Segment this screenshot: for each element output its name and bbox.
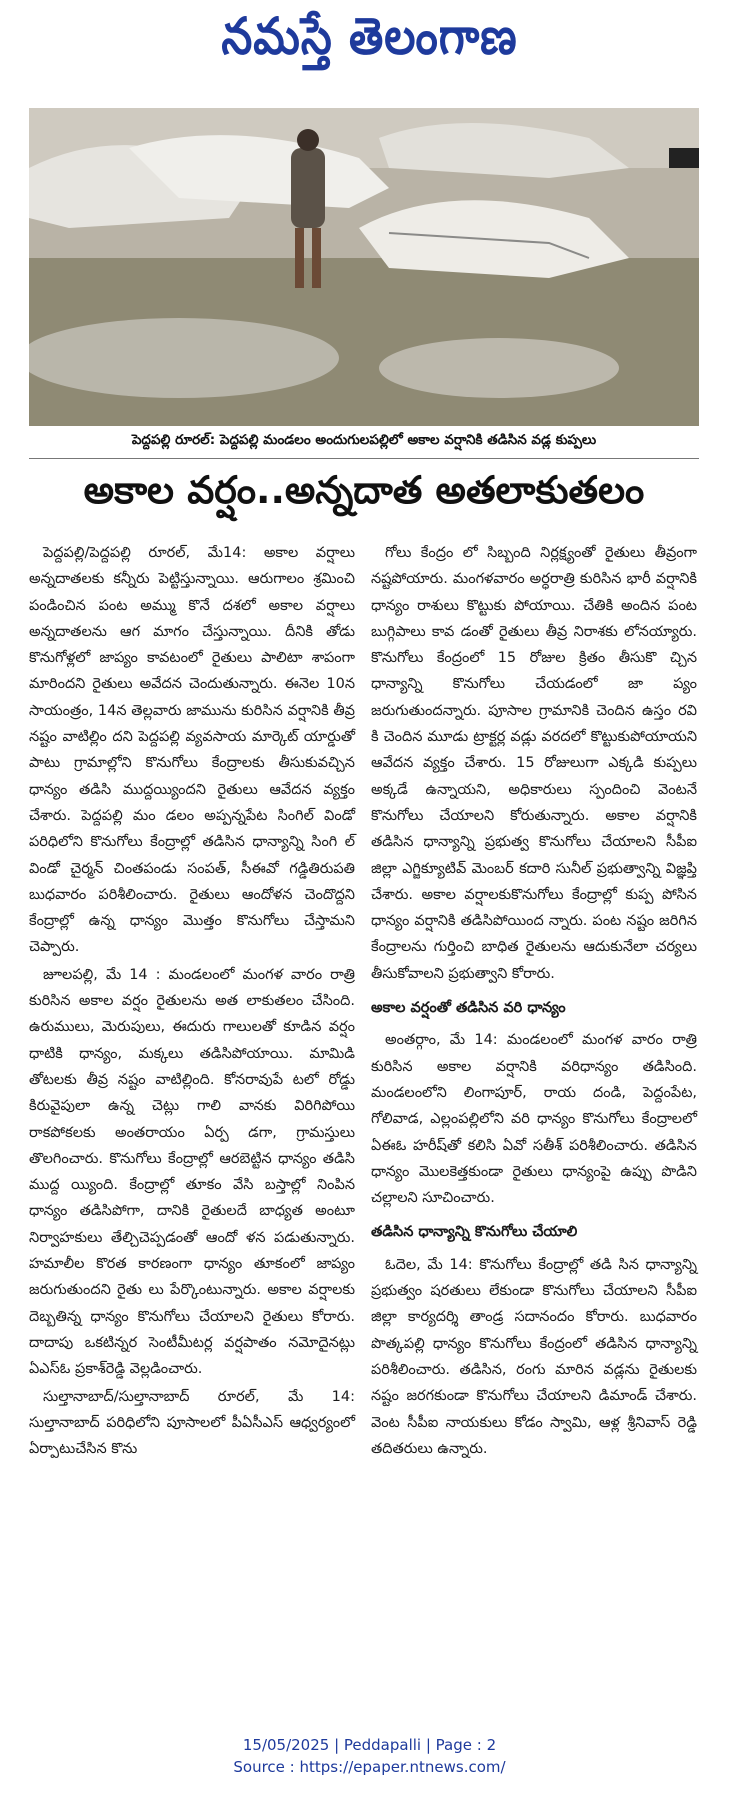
paragraph: అంతర్గాం, మే 14: మండలంలో మంగళ వారం రాత్రి కురిసిన అకాల వర్షానికి వరిధాన్యం తడిసింది. మండలంలోని లింగాపూర్, రాయ దండి, పెద్దంపేట, గోలివాడ, ఎల్లంపల్లిలోని వరి ధాన్యం కొనుగోలు కేంద్రాలలో ఏఈఓ హరీష్‌తో కలిసి ఏవో సతీశ్ పరిశీలించారు. తడిసిన ధాన్యం మొలకెత్తకుండా రైతులు ధాన్యంపై ఉప్పు పొడిని చల్లాలని సూచించారు.: [371, 1032, 697, 1207]
paragraph: ఓదెల, మే 14: కొనుగోలు కేంద్రాల్లో తడి సిన ధాన్యాన్ని ప్రభుత్వం షరతులు లేకుండా కొనుగోలు చేయాలని సీపీఐ జిల్లా కార్యదర్శి తాండ్ర సదానందం కోరారు. బుధవారం పొత్కపల్లి ధాన్యం కొనుగోలు కేంద్రంలో తడిసిన ధాన్యాన్ని పరిశీలించారు. తడిసిన, రంగు మారిన వడ్లను రైతులకు నష్టం జరగకుండా కొనుగోలు చేయాలని డిమాండ్ చేశారు. వెంట సీపీఐ నాయకులు కోడం స్వామి, ఆళ్ల శ్రీనివాస్ రెడ్డి తదితరులు ఉన్నారు.: [371, 1256, 697, 1457]
subheading: తడిసిన ధాన్యాన్ని కొనుగోలు చేయాలి: [371, 1224, 578, 1241]
paragraph: గోలు కేంద్రం లో సిబ్బంది నిర్లక్ష్యంతో రైతులు తీవ్రంగా నష్టపోయారు. మంగళవారం అర్ధరాత్రి కురిసిన భారీ వర్షానికి ధాన్యం రాశులు కొట్టుకు పోయాయి. చేతికి అందిన పంట బుగ్గిపాలు కావ డంతో రైతులు తీవ్ర నిరాశకు లోనయ్యారు. కొనుగోలు కేంద్రంలో 15 రోజుల క్రితం తీసుకొ చ్చిన ధాన్యాన్ని కొనుగోలు చేయడంలో జా ప్యం జరుగుతుందన్నారు. పూసాల గ్రామానికి చెందిన ఉస్తం రవి కి చెందిన మూడు ట్రాక్టర్ల వడ్లు వరదలో కొట్టుకుపోయాయని ఆవేదన వ్యక్తం చేశారు. 15 రోజులుగా ఎక్కడి కుప్పలు అక్కడే ఉన్నాయని, అధికారులు స్పందించి వెంటనే కొనుగోలు చేయాలని కోరుతున్నారు. అకాల వర్షానికి తడిసిన ధాన్యాన్ని ప్రభుత్వ కొనుగోలు చేయాలని సీపీఐ జిల్లా ఎగ్జిక్యూటివ్ మెంబర్ కదారి సునీల్ ప్రభుత్వాన్ని విజ్ఞప్తి చేశారు. అకాల వర్షాలకుకొనుగోలు కేంద్రాల్లో కుప్ప పోసిన ధాన్యం వర్షానికి తడిసిపోయింద న్నారు. పంట నష్టం జరిగిన కేంద్రాలను గుర్తించి బాధిత రైతులను ఆదుకునేలా చర్యలు తీసుకోవాలని ప్రభుత్వాని కోరారు.: [371, 545, 697, 982]
masthead: [0, 7, 739, 74]
paragraph: సుల్తానాబాద్/సుల్తానాబాద్ రూరల్, మే 14: సుల్తానాబాద్ పరిధిలోని పూసాలలో పీఏసీఎస్ ఆధ్వర్యంలో ఏర్పాటుచేసిన కొను: [29, 1388, 355, 1458]
footer-date-edition: 15/05/2025 | Peddapalli | Page : 2: [242, 1736, 497, 1754]
paragraph: పెద్దపల్లి/పెద్దపల్లి రూరల్, మే14: అకాల వర్షాలు అన్నదాతలకు కన్నీరు పెట్టిస్తున్నాయి. ఆరుగాలం శ్రమించి పండించిన పంట అమ్ము కొనే దశలో అకాల వర్షాలు అన్నదాతలను ఆగ మాగం చేస్తున్నాయి. దీనికి తోడు కొనుగోళ్లలో జాప్యం కావటంలో రైతులు పాలిటా శాపంగా మారిందని రైతులు అవేదన చెందుతున్నారు. ఈనెల 10న సాయంత్రం, 14న తెల్లవారు జామును కురిసిన వర్షానికి తీవ్ర నష్టం వాటిల్లిం దని పెద్దపల్లి వ్యవసాయ మార్కెట్ యార్డుతో పాటు గ్రామాల్లోని కొనుగోలు కేంద్రాలకు తీసుకువచ్చిన ధాన్యం తడిసి ముద్దయ్యిందని రైతులు ఆవేదన వ్యక్తం చేశారు. పెద్దపల్లి మం డలం అప్పన్నపేట సింగిల్ విండో పరిధిలోని కొనుగోలు కేంద్రాల్లో తడిసిన ధాన్యాన్ని సింగి ల్ విండో చైర్మన్ చింతపండు సంపత్, సీఈవో గడ్డితిరుపతి బుధవారం పరిశీలించారు. రైతులు ఆందోళన చెందొద్దని కేంద్రాల్లో ఉన్న ధాన్యం మొత్తం కొనుగోలు చేస్తామని చెప్పారు.: [29, 545, 355, 956]
paragraph: జూలపల్లి, మే 14 : మండలంలో మంగళ వారం రాత్రి కురిసిన అకాల వర్షం రైతులను అత లాకుతలం చేసింది. ఉరుములు, మెరుపులు, ఈదురు గాలులతో కూడిన వర్షం ధాటికి ధాన్యం, మక్కలు తడిసిపోయాయి. మామిడి తోటలకు తీవ్ర నష్టం వాటిల్లింది. కోనరావుపే టలో రోడ్డు కిరువైపులా ఉన్న చెట్లు గాలి వానకు విరిగిపోయి రాకపోకలకు అంతరాయం ఏర్ప డగా, గ్రామస్తులు తొలగించారు. కొనుగోలు కేంద్రాల్లో ఆరబెట్టిన ధాన్యం తడిసి ముద్ద య్యింది. కేంద్రాల్లో తూకం వేసి బస్తాల్లో నింపిన ధాన్యం తడిసిపోగా, దానికి రైతులదే బాధ్యత అంటూ నిర్వాహకులు తేల్చిచెప్పడంతో ఆందో ళన పడుతున్నారు. హమాలీల కొరత కారణంగా ధాన్యం తూకంలో జాప్యం జరుగుతుందని రైతు లు పేర్కొంటున్నారు. అకాల వర్షాలకు దెబ్బతిన్న ధాన్యం కొనుగోలు చేయాలని రైతులు కోరారు. దాదాపు ఒకటిన్నర సెంటీమీటర్ల వర్షపాతం నమోదైనట్లు ఏఎస్ఓ ప్రకాశ్‌రెడ్డి వెల్లడించారు.: [29, 966, 355, 1378]
newspaper-title: నమస్తే తెలంగాణ: [221, 7, 518, 66]
divider: [29, 458, 699, 459]
article-column-right: [371, 540, 697, 1463]
news-photo: [29, 108, 699, 426]
field-photo-illustration: [29, 108, 699, 426]
photo-caption: పెద్దపల్లి రూరల్: పెద్దపల్లి మండలం అందుగులపల్లిలో అకాల వర్షానికి తడిసిన వడ్ల కుప్పలు: [131, 432, 597, 448]
article-column-left: [29, 540, 355, 1463]
article-headline: అకాల వర్షం..అన్నదాత అతలాకుతలం: [83, 468, 645, 512]
footer-source-link[interactable]: Source : https://epaper.ntnews.com/: [233, 1758, 506, 1776]
subheading: అకాల వర్షంతో తడిసిన వరి ధాన్యం: [371, 1000, 566, 1017]
